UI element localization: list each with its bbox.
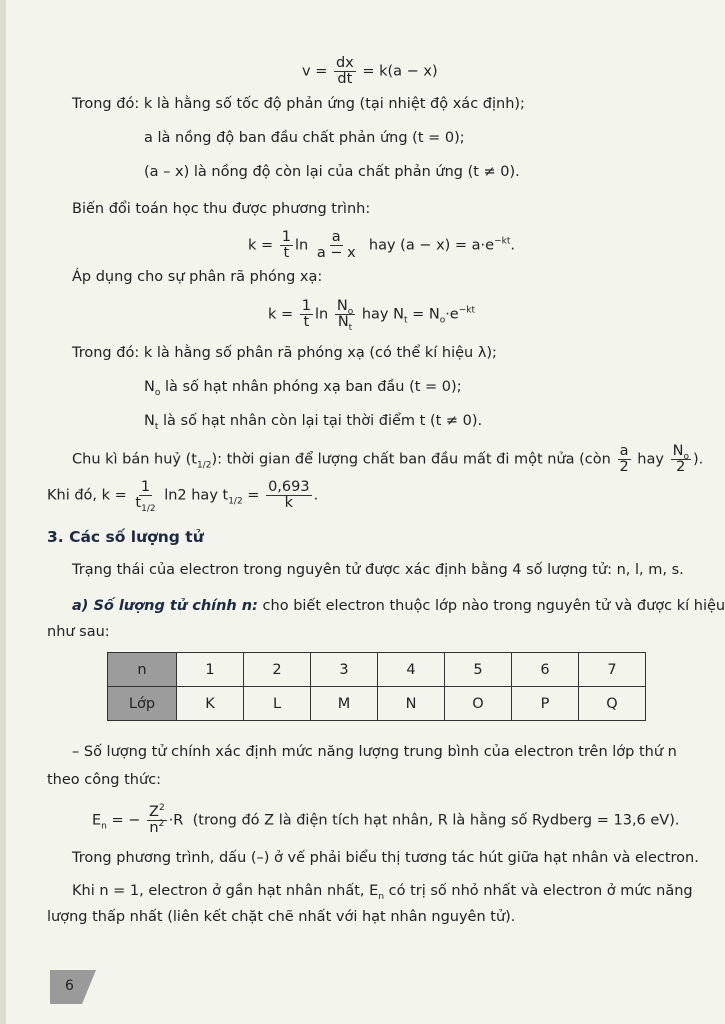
subsection-a-cont: như sau:	[47, 624, 110, 640]
rate-eq-lhs: v =	[302, 63, 328, 80]
apply-text: Áp dụng cho sự phân rã phóng xạ:	[72, 269, 323, 285]
definition-a-minus-x: (a – x) là nồng độ còn lại của chất phản ứng (t ≠ 0).	[144, 164, 520, 180]
table-cell: N	[378, 687, 445, 721]
table-row	[108, 653, 646, 687]
table-cell: 1	[177, 653, 244, 687]
table-header-cell: Lớp	[108, 687, 177, 721]
lowest-level-text-2: lượng thấp nhất (liên kết chặt chẽ nhất với hạt nhân nguyên tử).	[47, 909, 516, 925]
table-cell: 2	[244, 653, 311, 687]
halflife-formula: Khi đó, k = $\frac{1}{t_{1/2}}$ ln2 hay $t_{1/2}$ = $\frac{0,693}{k}$ .	[47, 479, 319, 514]
definition-a: a là nồng độ ban đầu chất phản ứng (t = 0);	[144, 130, 465, 146]
quantum-shell-table	[107, 652, 646, 721]
subsection-a: a) Số lượng tử chính n: cho biết electron thuộc lớp nào trong nguyên tử và được kí hiệu	[72, 598, 725, 614]
table-cell: P	[512, 687, 579, 721]
table-cell: O	[445, 687, 512, 721]
table-cell: M	[311, 687, 378, 721]
table-header-cell: n	[108, 653, 177, 687]
table-cell: 6	[512, 653, 579, 687]
main-quantum-text-1: – Số lượng tử chính xác định mức năng lượng trung bình của electron trên lớp thứ n	[72, 744, 677, 760]
definition-k: Trong đó: k là hằng số tốc độ phản ứng (tại nhiệt độ xác định);	[72, 96, 525, 112]
rate-equation	[302, 56, 438, 87]
page-number-tab	[50, 970, 96, 1004]
table-cell: 3	[311, 653, 378, 687]
table-cell: 4	[378, 653, 445, 687]
rate-eq-fraction: $\frac{dx}{dt}$	[335, 55, 354, 87]
page-edge	[0, 0, 6, 1024]
decay-definition-k: Trong đó: k là hằng số phân rã phóng xạ (có thể kí hiệu λ);	[72, 345, 497, 361]
table-cell: Q	[579, 687, 646, 721]
k-equation: k = $\frac{1}{t}$ ln $\frac{a}{a - x}$ hay $(a - x) = a\cdot e^{-kt}$.	[248, 229, 515, 261]
table-cell: K	[177, 687, 244, 721]
subsection-a-title: a) Số lượng tử chính n:	[72, 598, 258, 614]
lowest-level-text-1: Khi n = 1, electron ở gần hạt nhân nhất, $E_n$ có trị số nhỏ nhất và electron ở mức năng	[72, 883, 693, 902]
decay-definition-nt: $N_t$ là số hạt nhân còn lại tại thời điểm t (t ≠ 0).	[144, 413, 483, 432]
table-cell: 7	[579, 653, 646, 687]
sign-note: Trong phương trình, dấu (–) ở vế phải biểu thị tương tác hút giữa hạt nhân và electron.	[72, 850, 699, 866]
section-heading: 3. Các số lượng tử	[47, 528, 204, 546]
table-cell: 5	[445, 653, 512, 687]
main-quantum-text-2: theo công thức:	[47, 772, 162, 788]
page-number: 6	[65, 978, 74, 994]
energy-equation: $E_n$ = − $\frac{Z^2}{n^2}$ ·R (trong đó Z là điện tích hạt nhân, R là hằng số Rydberg = 13,6 eV).	[92, 803, 680, 836]
transform-text: Biến đổi toán học thu được phương trình:	[72, 201, 371, 217]
decay-definition-n0: $N_o$ là số hạt nhân phóng xạ ban đầu (t = 0);	[144, 379, 462, 398]
halflife-definition: Chu kì bán huỷ $(t_{1/2})$: thời gian để lượng chất ban đầu mất đi một nửa (còn $\frac{a}{2}$ hay $\frac{N_o}{2}$ ).	[72, 443, 704, 475]
quantum-intro: Trạng thái của electron trong nguyên tử được xác định bằng 4 số lượng tử: n, l, m, s.	[72, 562, 684, 578]
decay-equation: k = $\frac{1}{t}$ ln $\frac{N_o}{N_t}$ hay $N_t = N_o\cdot e^{-kt}$	[268, 298, 476, 333]
table-row	[108, 687, 646, 721]
table-cell: L	[244, 687, 311, 721]
rate-eq-rhs: = k(a − x)	[362, 63, 438, 80]
